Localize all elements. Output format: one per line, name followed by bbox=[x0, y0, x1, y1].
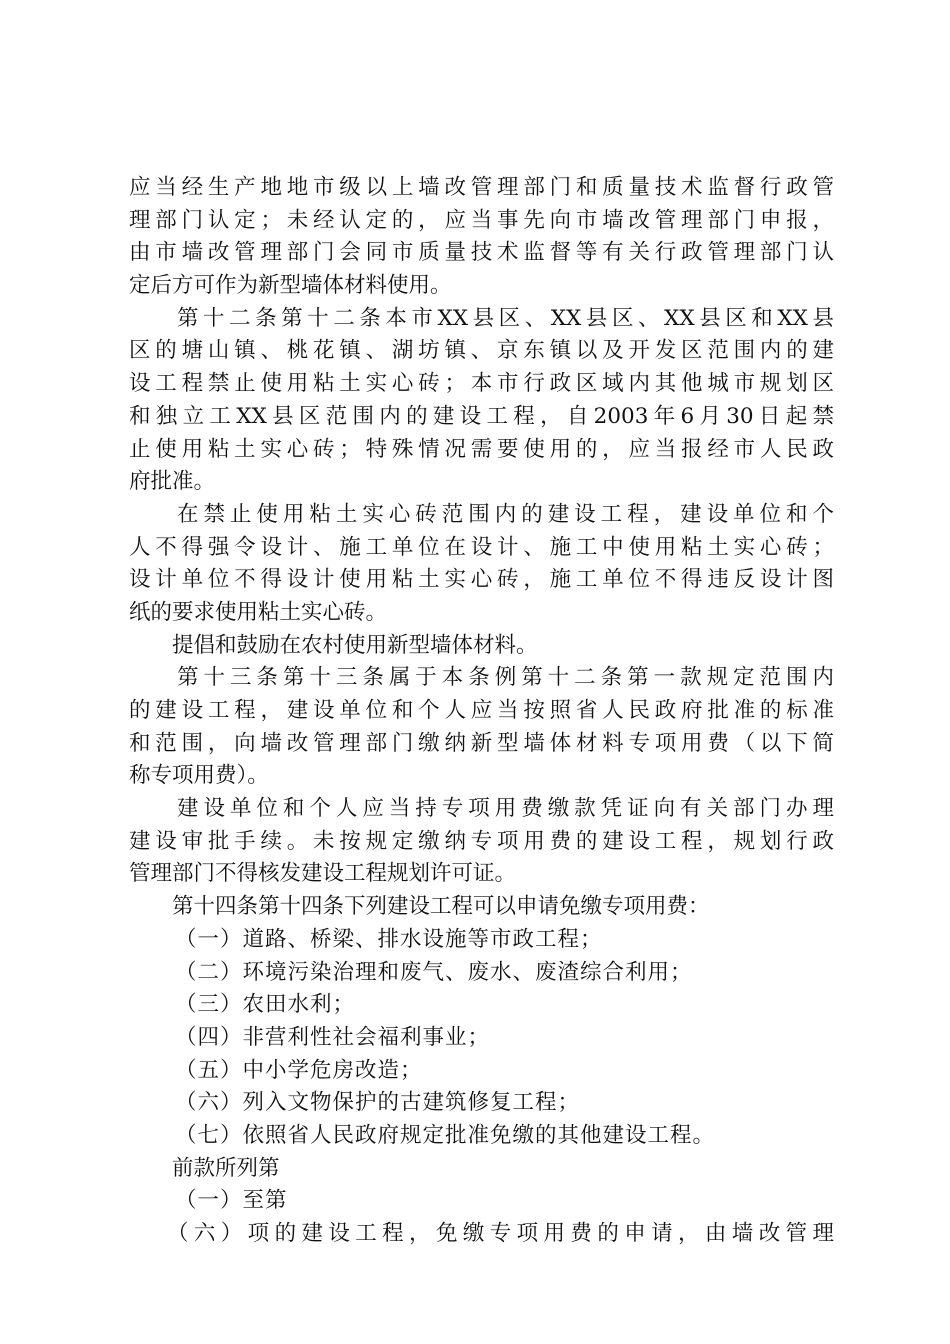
text-line: 由市墙改管理部门会同市质量技术监督等有关行政管理部门认 bbox=[129, 240, 834, 266]
list-item: （五）中小学危房改造； bbox=[175, 1057, 423, 1083]
text-line: 人不得强令设计、施工单位在设计、施工中使用粘土实心砖； bbox=[129, 534, 834, 560]
text-line: 区的塘山镇、桃花镇、湖坊镇、京东镇以及开发区范围内的建 bbox=[129, 338, 834, 364]
text-line: 设计单位不得设计使用粘土实心砖，施工单位不得违反设计图 bbox=[129, 567, 834, 593]
article-12-heading: 第十二条第十二条本市XX县区、XX县区、XX县区和XX县 bbox=[177, 305, 834, 331]
text-line: 和独立工XX县区范围内的建设工程，自2003年6月30日起禁 bbox=[129, 403, 834, 429]
document-body bbox=[129, 172, 834, 1251]
text-line: 止使用粘土实心砖；特殊情况需要使用的，应当报经市人民政 bbox=[129, 436, 834, 462]
paragraph-start: 在禁止使用粘土实心砖范围内的建设工程，建设单位和个 bbox=[177, 501, 834, 527]
text-line: 理部门认定；未经认定的，应当事先向市墙改管理部门申报， bbox=[129, 207, 834, 233]
text-line: （一）至第 bbox=[175, 1188, 288, 1214]
paragraph-start: 前款所列第 bbox=[172, 1155, 280, 1181]
text-line: 设工程禁止使用粘土实心砖；本市行政区域内其他城市规划区 bbox=[129, 371, 834, 397]
list-item: （三）农田水利； bbox=[175, 992, 356, 1018]
list-item: （六）列入文物保护的古建筑修复工程； bbox=[175, 1090, 581, 1116]
text-line: 定后方可作为新型墙体材料使用。 bbox=[129, 273, 452, 299]
text-line: 应当经生产地地市级以上墙改管理部门和质量技术监督行政管 bbox=[129, 175, 834, 200]
text-line: 的建设工程，建设单位和个人应当按照省人民政府批准的标准 bbox=[129, 698, 834, 723]
article-14-heading: 第十四条第十四条下列建设工程可以申请免缴专项用费： bbox=[172, 894, 710, 920]
list-item: （二）环境污染治理和废气、废水、废渣综合利用； bbox=[175, 959, 693, 985]
text-line: 建设审批手续。未按规定缴纳专项用费的建设工程，规划行政 bbox=[129, 828, 834, 854]
text-line: （六）项的建设工程，免缴专项用费的申请，由墙改管理 bbox=[167, 1221, 834, 1246]
list-item: （四）非营利性社会福利事业； bbox=[175, 1024, 491, 1050]
text-line: 和范围，向墙改管理部门缴纳新型墙体材料专项用费（以下简 bbox=[129, 730, 834, 756]
paragraph-start: 提倡和鼓励在农村使用新型墙体材料。 bbox=[172, 632, 538, 658]
article-13-heading: 第十三条第十三条属于本条例第十二条第一款规定范围内 bbox=[177, 665, 834, 691]
text-line: 称专项用费）。 bbox=[129, 763, 269, 789]
list-item: （一）道路、桥梁、排水设施等市政工程； bbox=[175, 926, 603, 952]
text-line: 府批准。 bbox=[129, 469, 216, 495]
list-item: （七）依照省人民政府规定批准免缴的其他建设工程。 bbox=[175, 1122, 716, 1148]
paragraph-start: 建设单位和个人应当持专项用费缴款凭证向有关部门办理 bbox=[177, 796, 834, 822]
text-line: 管理部门不得核发建设工程规划许可证。 bbox=[129, 861, 517, 887]
text-line: 纸的要求使用粘土实心砖。 bbox=[129, 599, 388, 625]
